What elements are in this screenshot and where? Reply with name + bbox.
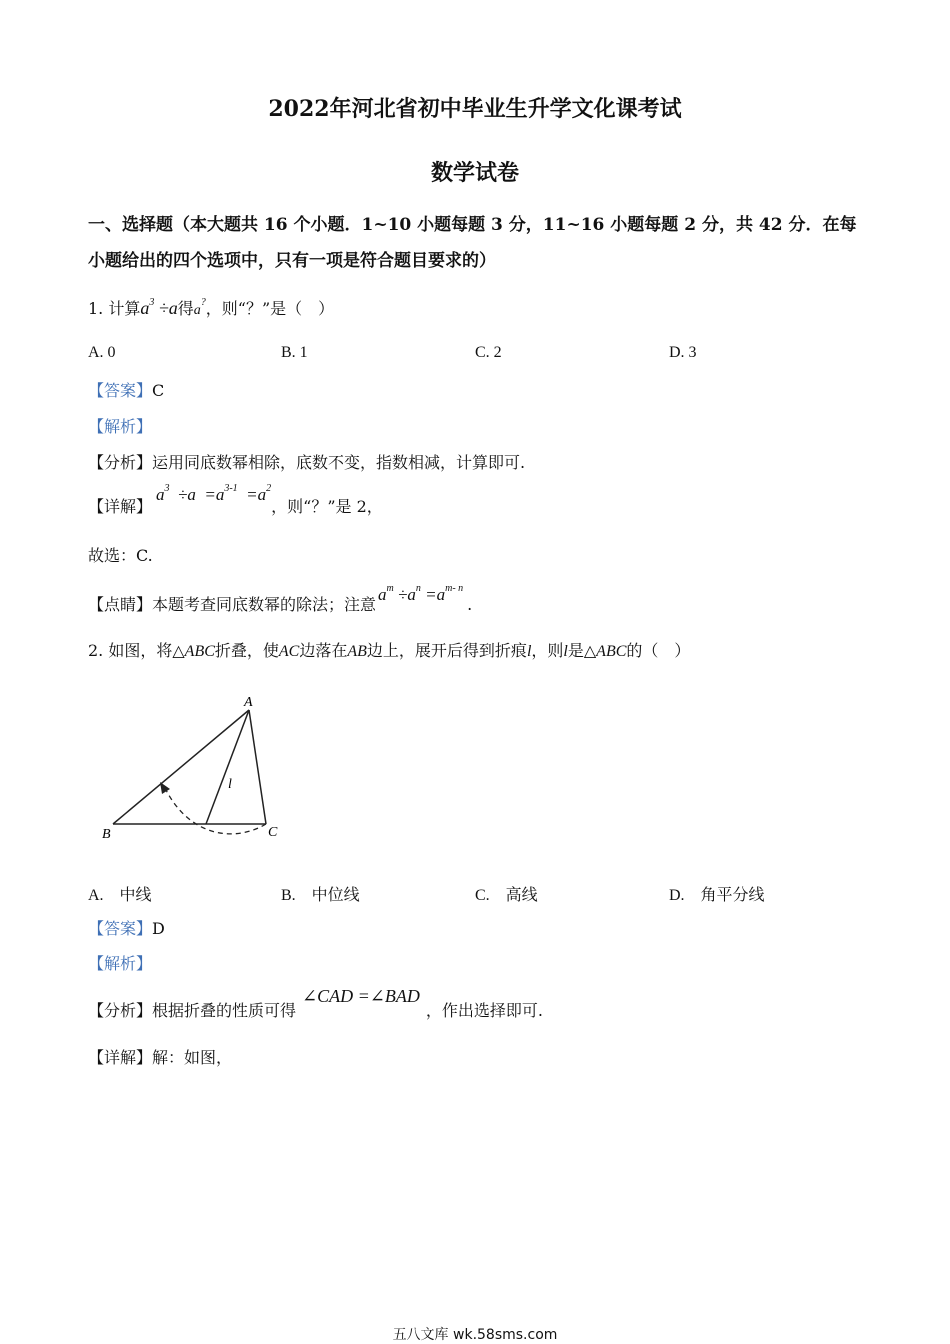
q1-formula: $a^3 \div a$ <box>140 297 178 318</box>
q2-option-a: A. 中线 <box>88 887 152 904</box>
q2-option-c: C. 高线 <box>475 887 538 904</box>
q1-fenxi-text: 运用同底数幂相除，底数不变，指数相减，计算即可. <box>152 453 526 472</box>
q2-text-7: 的（ ） <box>626 641 691 660</box>
q2-answer-value: D <box>152 919 165 938</box>
q1-option-a: A. 0 <box>88 344 116 361</box>
q2-answer <box>88 916 165 939</box>
q1-dianjing-formula: $a^m \div a^n =a^{m- n}$ <box>378 583 464 604</box>
q1-xiangjie-formula: $a^3 \div a =a^{3-1} =a^2$ <box>156 483 272 504</box>
q1-suffix: ，则“？”是（ ） <box>205 299 335 318</box>
q2-text-5: ，则 <box>531 641 564 660</box>
q1-choice: 故选：C. <box>88 546 153 565</box>
q2-text-1: 2. 如图，将△ <box>88 641 185 660</box>
q2-fenxi-post: ，作出选择即可. <box>425 1001 543 1020</box>
q2-text-6: 是△ <box>567 641 597 660</box>
side-ac <box>249 710 266 824</box>
q2-var-ab: AB <box>347 643 367 660</box>
q1-dianjing-text: 本题考查同底数幂的除法；注意 <box>152 595 377 614</box>
q2-var-abc: ABC <box>184 643 215 660</box>
exam-title: 2022年河北省初中毕业生升学文化课考试 <box>268 96 682 122</box>
q1-formula-result: a? <box>193 297 206 318</box>
q1-prefix: 1. 计算 <box>88 299 141 318</box>
q1-analysis-tag: 【解析】 <box>88 417 153 436</box>
q1-fenxi <box>88 450 525 473</box>
triangle-fold-figure <box>96 690 296 850</box>
label-a: A <box>244 695 253 710</box>
q1-xiangjie-tag: 【详解】 <box>88 497 153 516</box>
q2-text-4: 边上，展开后得到折痕 <box>366 641 527 660</box>
q1-dianjing-end: . <box>467 595 473 614</box>
label-b: B <box>102 827 111 842</box>
exam-subtitle: 数学试卷 <box>430 160 519 186</box>
q1-option-c: C. 2 <box>475 344 502 361</box>
side-ab <box>113 710 249 824</box>
question-2 <box>88 638 690 661</box>
q2-fenxi <box>88 986 543 1021</box>
q2-option-d: D. 角平分线 <box>669 887 765 904</box>
q2-option-b: B. 中位线 <box>281 887 360 904</box>
page-footer: 五八文库 wk.58sms.com <box>392 1327 558 1343</box>
q1-xiangjie-suffix: ，则“？”是 2， <box>271 497 383 516</box>
question-1 <box>88 296 334 319</box>
q2-var-ac: AC <box>278 643 300 660</box>
q2-text-2: 折叠，使 <box>214 641 279 660</box>
q2-fenxi-tag: 【分析】 <box>88 1001 153 1020</box>
q1-answer-tag: 【答案】 <box>88 381 153 400</box>
q1-option-d: D. 3 <box>669 344 697 361</box>
q2-var-l-2: l <box>563 643 568 660</box>
q1-mid: 得 <box>177 299 194 318</box>
section-heading-line2: 小题给出的四个选项中，只有一项是符合题目要求的） <box>88 251 496 271</box>
q2-var-abc-2: ABC <box>596 643 627 660</box>
fold-arrow-icon <box>160 782 170 794</box>
q1-answer <box>88 378 164 401</box>
q2-xiangjie-text: 解：如图， <box>152 1048 233 1067</box>
label-c: C <box>268 825 278 840</box>
q2-analysis-tag: 【解析】 <box>88 954 153 973</box>
q2-var-l: l <box>526 643 532 660</box>
q1-xiangjie <box>88 483 383 517</box>
q1-dianjing <box>88 583 473 615</box>
label-l: l <box>228 777 232 792</box>
q2-fenxi-formula: ∠CAD =∠BAD <box>302 986 420 1006</box>
q1-dianjing-tag: 【点睛】 <box>88 595 153 614</box>
section-heading-line1: 一、选择题（本大题共 16 个小题．1~10 小题每题 3 分，11~16 小题每题 2 分，共 42 分．在每 <box>88 215 857 235</box>
q2-xiangjie-tag: 【详解】 <box>88 1048 153 1067</box>
q2-text-3: 边落在 <box>299 641 348 660</box>
q1-option-b: B. 1 <box>281 344 308 361</box>
q2-fenxi-pre: 根据折叠的性质可得 <box>152 1001 297 1020</box>
q2-xiangjie <box>88 1045 232 1068</box>
q1-answer-value: C <box>152 381 165 400</box>
q1-fenxi-tag: 【分析】 <box>88 453 153 472</box>
q2-answer-tag: 【答案】 <box>88 919 153 938</box>
